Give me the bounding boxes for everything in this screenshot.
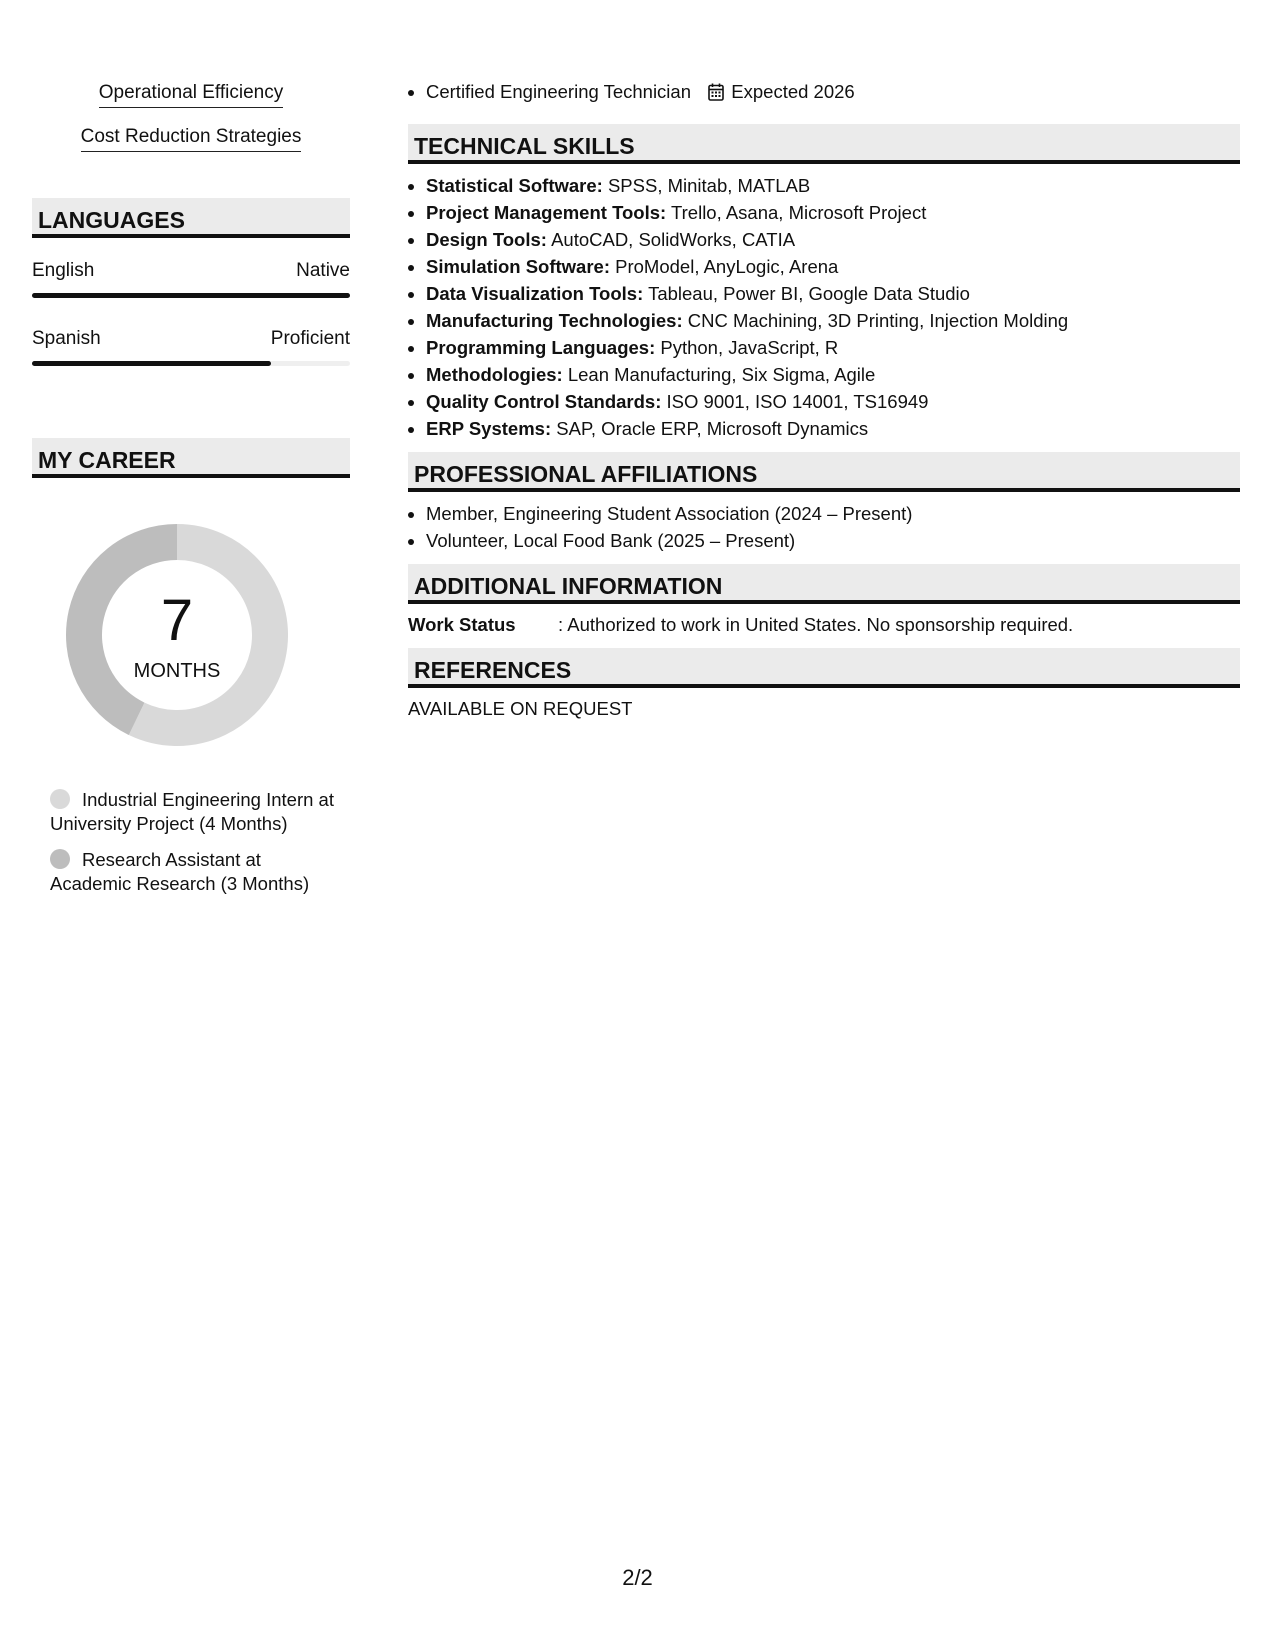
- skill-item: • Simulation Software: ProModel, AnyLogic, Arena: [426, 253, 1240, 280]
- references-text: AVAILABLE ON REQUEST: [408, 698, 633, 719]
- skill-item: • Project Management Tools: Trello, Asana, Microsoft Project: [426, 199, 1240, 226]
- career-donut-chart: [62, 520, 292, 750]
- keyword-item: Cost Reduction Strategies: [32, 126, 350, 152]
- language-bar: [32, 361, 350, 366]
- additional-info-heading: ADDITIONAL INFORMATION: [408, 564, 1240, 604]
- affiliations-heading: PROFESSIONAL AFFILIATIONS: [408, 452, 1240, 492]
- skill-item: • Programming Languages: Python, JavaScript, R: [426, 334, 1240, 361]
- page-number: 2/2: [622, 1565, 653, 1590]
- work-status-value: : Authorized to work in United States. No sponsorship required.: [558, 614, 1074, 635]
- language-name: Spanish: [32, 328, 101, 349]
- legend-item: Industrial Engineering Intern at University Project (4 Months): [50, 789, 334, 834]
- work-status-row: [408, 612, 1240, 638]
- technical-skills-heading: TECHNICAL SKILLS: [408, 124, 1240, 164]
- career-legend: [50, 788, 340, 896]
- technical-skills-list: [408, 172, 1240, 442]
- left-column: [32, 82, 350, 908]
- languages-heading: LANGUAGES: [32, 198, 350, 238]
- right-column: [408, 78, 1240, 722]
- affiliations-list: [408, 500, 1240, 554]
- language-bar: [32, 293, 350, 298]
- skill-item: • Methodologies: Lean Manufacturing, Six Sigma, Agile: [426, 361, 1240, 388]
- references-heading: REFERENCES: [408, 648, 1240, 688]
- affiliation-item: • Member, Engineering Student Association (2024 – Present): [426, 500, 1240, 527]
- skill-item: • Statistical Software: SPSS, Minitab, MATLAB: [426, 172, 1240, 199]
- skill-item: • Manufacturing Technologies: CNC Machining, 3D Printing, Injection Molding: [426, 307, 1240, 334]
- language-name: English: [32, 260, 95, 281]
- language-bar-fill: [32, 293, 350, 298]
- skill-item: • Data Visualization Tools: Tableau, Power BI, Google Data Studio: [426, 280, 1240, 307]
- language-entry: [32, 328, 350, 366]
- language-bar-fill: [32, 361, 271, 366]
- skill-item: • Quality Control Standards: ISO 9001, ISO 14001, TS16949: [426, 388, 1240, 415]
- skill-item: • Design Tools: AutoCAD, SolidWorks, CATIA: [426, 226, 1240, 253]
- legend-dot: [50, 849, 70, 869]
- legend-dot: [50, 789, 70, 809]
- language-entry: [32, 260, 350, 298]
- certification-list: [408, 78, 1240, 108]
- career-total: 7: [160, 588, 194, 653]
- career-unit: MONTHS: [133, 660, 221, 682]
- keyword-item: Operational Efficiency: [32, 82, 350, 108]
- legend-item: Research Assistant at Academic Research (3 Months): [50, 849, 310, 894]
- language-level: Native: [296, 260, 350, 281]
- calendar-icon: [708, 81, 724, 108]
- work-status-label: Work Status: [408, 614, 516, 635]
- skill-item: • ERP Systems: SAP, Oracle ERP, Microsoft Dynamics: [426, 415, 1240, 442]
- certification-item: • Certified Engineering Technician Expected 2026: [426, 78, 1240, 108]
- affiliation-item: • Volunteer, Local Food Bank (2025 – Present): [426, 527, 1240, 554]
- career-heading: MY CAREER: [32, 438, 350, 478]
- language-level: Proficient: [270, 328, 350, 349]
